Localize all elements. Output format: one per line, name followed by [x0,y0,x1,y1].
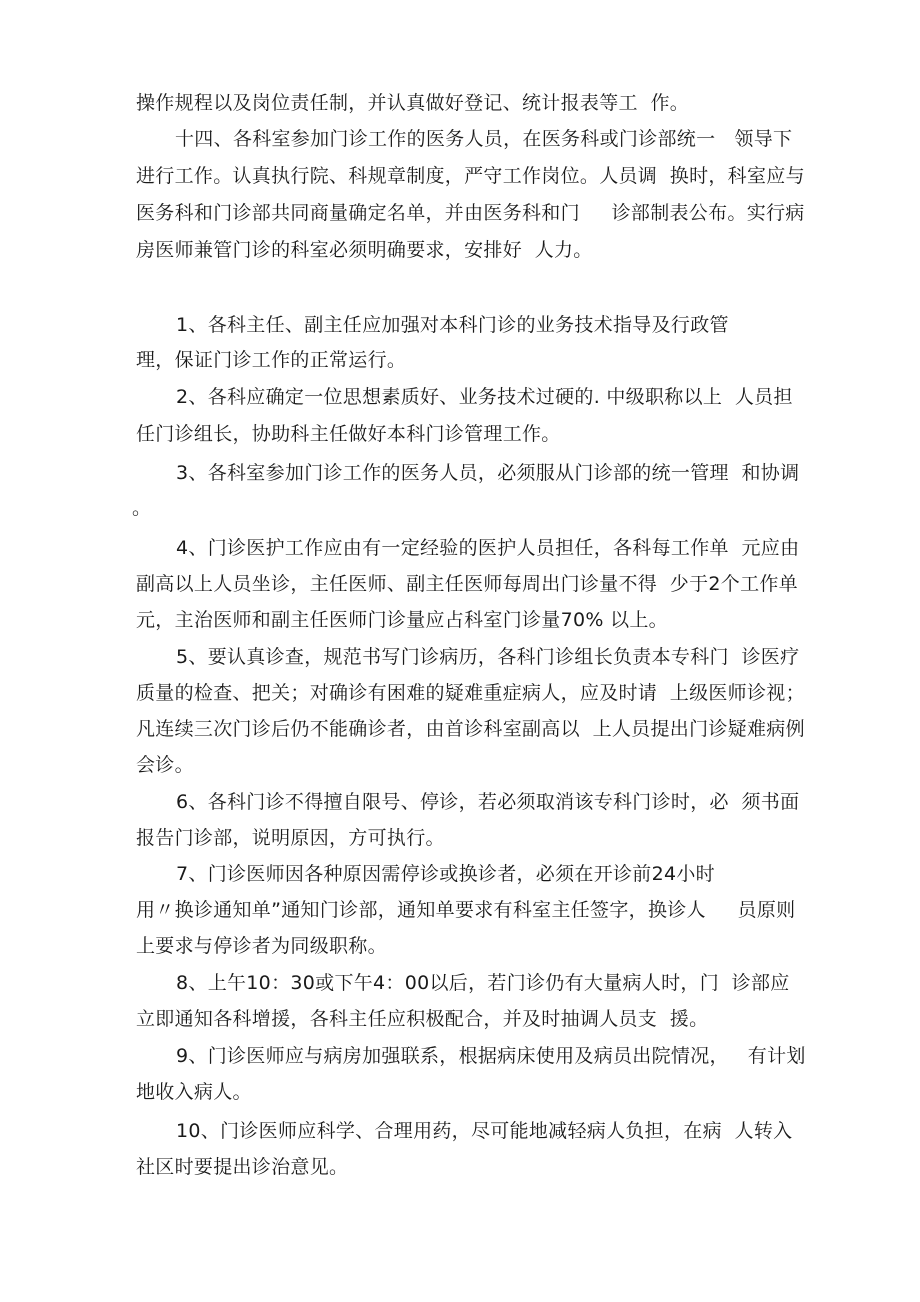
text-line: 进行工作。认真执行院、科规章制度，严守工作岗位。人员调 换时，科室应与 [136,165,805,187]
text-line: 操作规程以及岗位责任制，并认真做好登记、统计报表等工 作。 [136,92,690,114]
text-line: 1、各科主任、副主任应加强对本科门诊的业务技术指导及行政管 [176,314,729,336]
text-line: 理，保证门诊工作的正常运行。 [136,349,407,371]
text-line: 用〃换诊通知单”通知门诊部，通知单要求有科室主任签字，换诊人 员原则 [136,899,796,921]
text-line: 医务科和门诊部共同商量确定名单，并由医务科和门 诊部制表公布。实行病 [136,202,805,224]
text-line: 报告门诊部，说明原因，方可执行。 [136,827,445,849]
text-line: 元，主治医师和副主任医师门诊量应占科室门诊量70% 以上。 [136,609,668,631]
text-line: 副高以上人员坐诊，主任医师、副主任医师每周出门诊量不得 少于2个工作单 [136,573,798,595]
text-line: 质量的检查、把关；对确诊有困难的疑难重症病人，应及时请 上级医师诊视； [136,682,805,704]
text-line: 社区时要提出诊治意见。 [136,1156,349,1178]
text-line: 5、要认真诊查，规范书写门诊病历，各科门诊组长负责本专科门 诊医疗 [176,646,800,668]
text-line: 地收入病人。 [136,1081,252,1103]
text-line: 2、各科应确定一位思想素质好、业务技术过硬的. 中级职称以上 人员担 [176,386,793,408]
text-line: 会诊。 [136,754,194,776]
text-line: 4、门诊医护工作应由有一定经验的医护人员担任，各科每工作单 元应由 [176,537,800,559]
text-line: 凡连续三次门诊后仍不能确诊者，由首诊科室副高以 上人员提出门诊疑难病例 [136,718,805,740]
text-line: 上要求与停诊者为同级职称。 [136,935,387,957]
text-line: 任门诊组长，协助科主任做好本科门诊管理工作。 [136,423,561,445]
text-line: 立即通知各科增援，各科主任应积极配合，并及时抽调人员支 援。 [136,1008,709,1030]
text-line: 十四、各科室参加门诊工作的医务人员，在医务科或门诊部统一 领导下 [175,128,793,150]
text-line: 房医师兼管门诊的科室必须明确要求，安排好 人力。 [136,239,593,261]
text-line: 9、门诊医师应与病房加强联系，根据病床使用及病员出院情况， 有计划 [176,1045,806,1067]
text-line: 。 [132,497,152,519]
text-line: 8、上午10：30或下午4：00以后，若门诊仍有大量病人时，门 诊部应 [176,972,790,994]
text-line: 6、各科门诊不得擅自限号、停诊，若必须取消该专科门诊时，必 须书面 [176,791,800,813]
text-line: 3、各科室参加门诊工作的医务人员，必须服从门诊部的统一管理 和协调 [176,462,800,484]
text-line: 7、门诊医师因各种原因需停诊或换诊者，必须在开诊前24小时 [176,863,715,885]
text-line: 10、门诊医师应科学、合理用药，尽可能地减轻病人负担，在病 人转入 [176,1120,793,1142]
